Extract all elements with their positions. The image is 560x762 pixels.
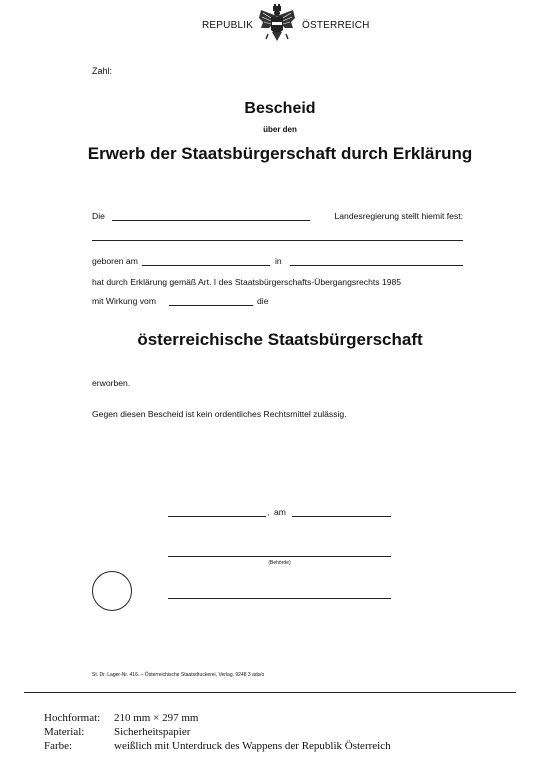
text-erklaerung: hat durch Erklärung gemäß Art. I des Staatsbürgerschafts-Übergangsrechts 1985	[92, 277, 402, 287]
field-name[interactable]	[92, 240, 463, 241]
spec-value-farbe: weißlich mit Unterdruck des Wappens der Republik Österreich	[114, 740, 391, 752]
text-rechtsmittel: Gegen diesen Bescheid ist kein ordentliches Rechtsmittel zulässig.	[92, 409, 347, 419]
label-geboren-am: geboren am	[92, 256, 138, 266]
label-landesregierung: Landesregierung stellt hiemit fest:	[334, 211, 463, 221]
field-ausstellungsdatum[interactable]	[292, 516, 391, 517]
spec-label-farbe: Farbe:	[44, 740, 73, 752]
footer-divider	[24, 692, 516, 693]
document-subtitle: über den	[263, 125, 297, 134]
label-behoerde: (Behörde)	[268, 560, 291, 566]
spec-value-material: Sicherheitspapier	[114, 726, 191, 738]
signature-comma: ,	[267, 507, 270, 517]
header-oesterreich: ÖSTERREICH	[302, 20, 370, 31]
citizenship-heading: österreichische Staatsbürgerschaft	[137, 330, 423, 349]
document-subject: Erwerb der Staatsbürgerschaft durch Erklärung	[87, 144, 473, 163]
label-am: am	[274, 507, 286, 517]
label-mit-wirkung-vom: mit Wirkung vom	[92, 296, 156, 306]
spec-value-format: 210 mm × 297 mm	[114, 712, 199, 724]
label-die-2: die	[257, 296, 269, 306]
label-die: Die	[92, 211, 105, 221]
spec-label-material: Material:	[44, 726, 85, 738]
field-geburtsdatum[interactable]	[142, 265, 270, 266]
zahl-label: Zahl:	[92, 66, 113, 76]
field-geburtsort[interactable]	[290, 265, 463, 266]
field-behoerde[interactable]	[168, 556, 391, 557]
austrian-eagle-emblem-icon	[257, 4, 297, 44]
seal-circle	[92, 571, 132, 611]
imprint-text: St. Dr. Lager-Nr. 416. – Österreichische Staatsdruckerei, Verlag. 9248 3 ads/o	[92, 672, 265, 678]
text-erworben: erworben.	[92, 378, 131, 388]
field-wirkungsdatum[interactable]	[169, 305, 253, 306]
spec-label-format: Hochformat:	[44, 712, 101, 724]
label-in: in	[275, 256, 282, 266]
header-republik: REPUBLIK	[202, 20, 254, 31]
field-landesregierung[interactable]	[112, 220, 310, 221]
field-unterschrift[interactable]	[168, 598, 391, 599]
document-title: Bescheid	[244, 100, 316, 117]
field-ort[interactable]	[168, 516, 266, 517]
